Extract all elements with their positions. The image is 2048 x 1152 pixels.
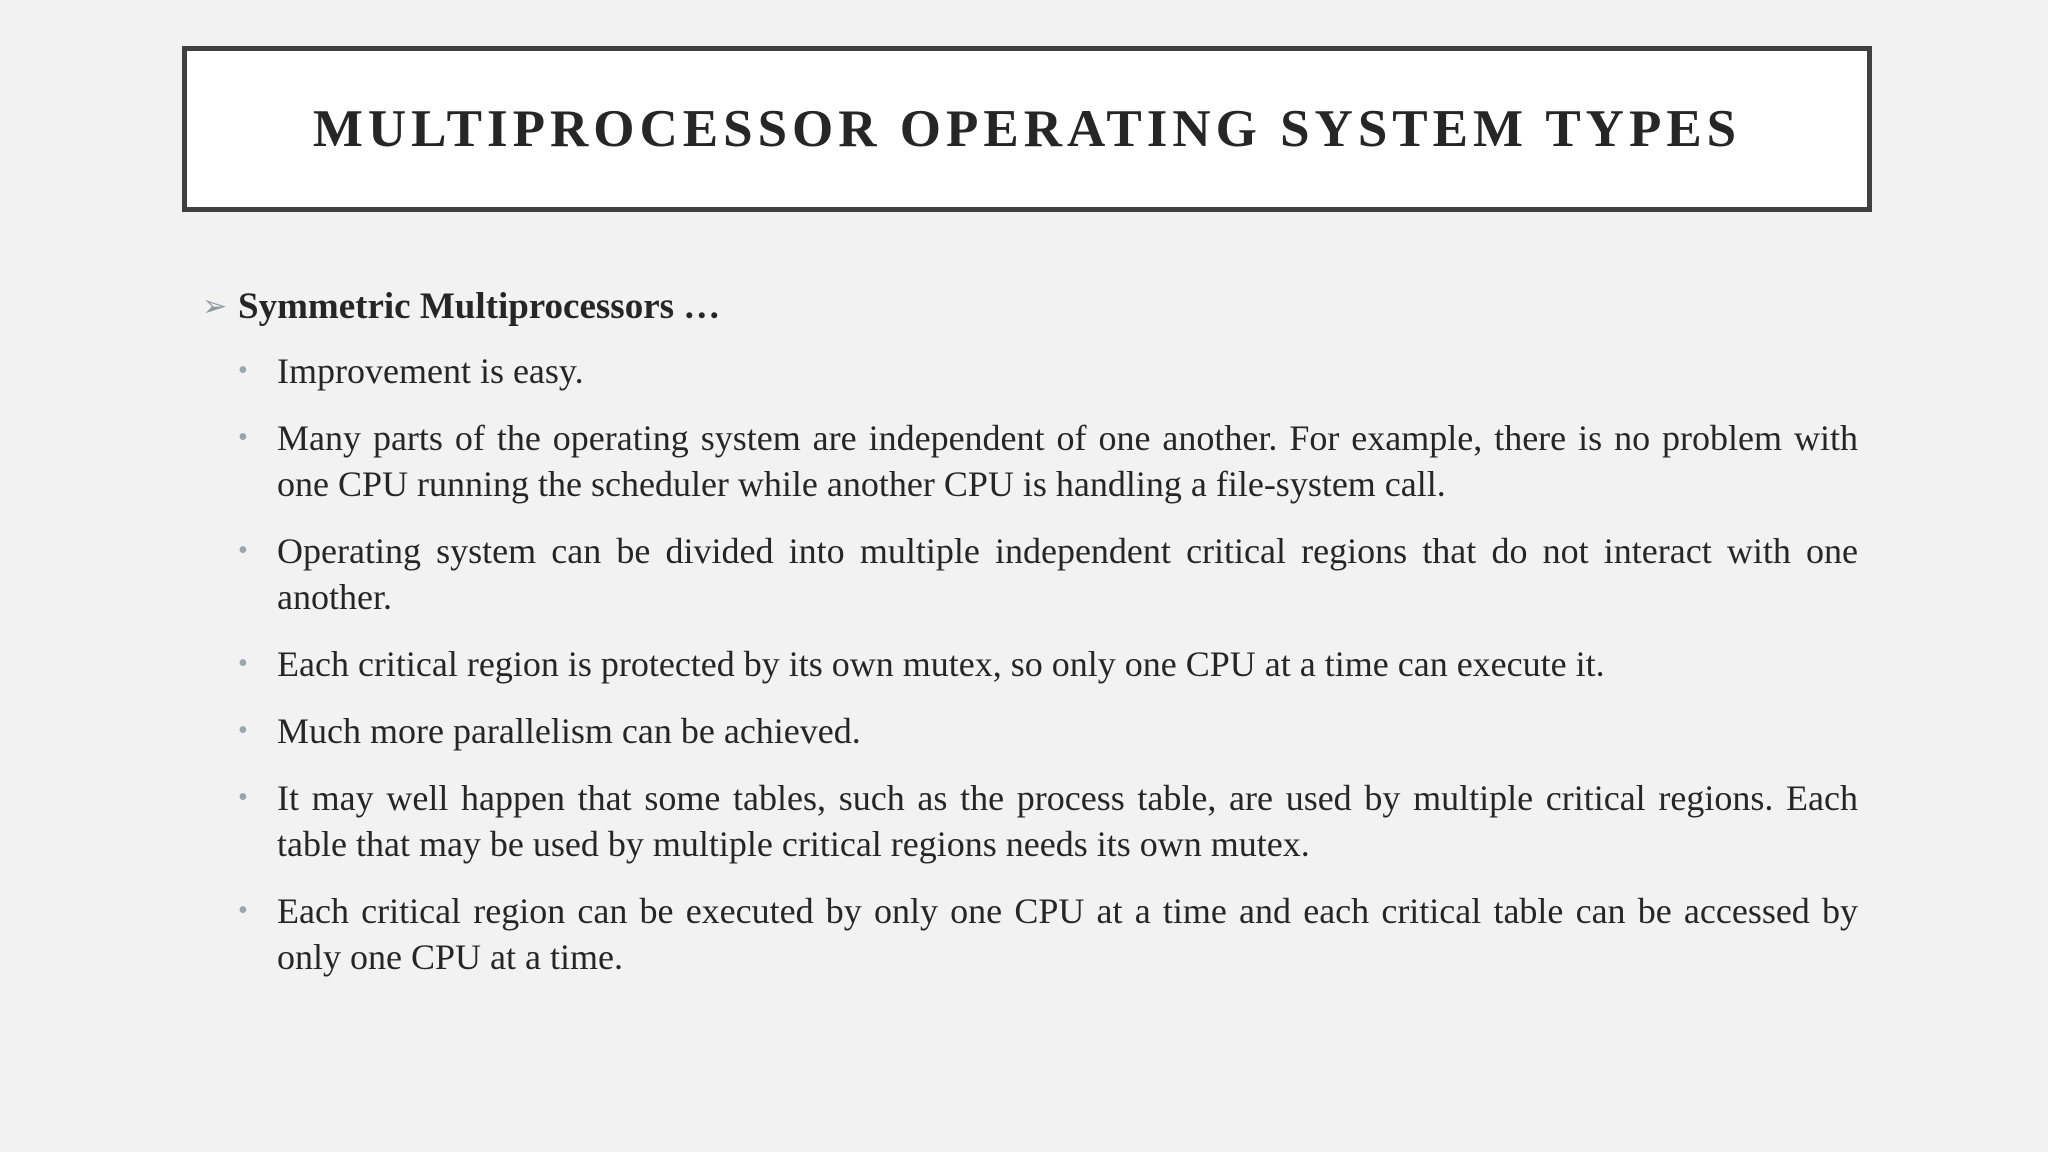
bullet-dot-icon: • bbox=[238, 895, 248, 926]
title-box bbox=[182, 46, 1872, 212]
section-heading-text: Symmetric Multiprocessors … bbox=[238, 286, 721, 327]
bullet-text: Each critical region can be executed by only one CPU at a time and each critical table can be accessed by only one CPU at a time. bbox=[277, 891, 1858, 977]
bullet-dot-icon: • bbox=[238, 648, 248, 679]
bullet-list bbox=[202, 348, 1858, 980]
bullet-dot-icon: • bbox=[238, 535, 248, 566]
bullet-dot-icon: • bbox=[238, 422, 248, 453]
bullet-text: Many parts of the operating system are independent of one another. For example, there is no problem with one CPU running the scheduler while another CPU is handling a file-system call. bbox=[277, 418, 1858, 504]
list-item bbox=[238, 415, 1858, 507]
bullet-dot-icon: • bbox=[238, 782, 248, 813]
list-item bbox=[238, 888, 1858, 980]
slide-title: MULTIPROCESSOR OPERATING SYSTEM TYPES bbox=[312, 100, 1742, 158]
list-item bbox=[238, 775, 1858, 867]
section-heading bbox=[202, 282, 1858, 332]
slide-content bbox=[202, 282, 1858, 1001]
bullet-text: Improvement is easy. bbox=[277, 351, 584, 391]
bullet-dot-icon: • bbox=[238, 715, 248, 746]
list-item bbox=[238, 348, 1858, 394]
bullet-text: It may well happen that some tables, such as the process table, are used by multiple critical regions. Each table that may be used by multiple critical regions needs its own mutex. bbox=[277, 778, 1858, 864]
bullet-text: Operating system can be divided into multiple independent critical regions that do not interact with one another. bbox=[277, 531, 1858, 617]
bullet-text: Each critical region is protected by its own mutex, so only one CPU at a time can execute it. bbox=[277, 644, 1605, 684]
list-item bbox=[238, 528, 1858, 620]
bullet-text: Much more parallelism can be achieved. bbox=[277, 711, 861, 751]
list-item bbox=[238, 641, 1858, 687]
arrow-bullet-icon: ➢ bbox=[202, 290, 228, 323]
list-item bbox=[238, 708, 1858, 754]
bullet-dot-icon: • bbox=[238, 355, 248, 386]
